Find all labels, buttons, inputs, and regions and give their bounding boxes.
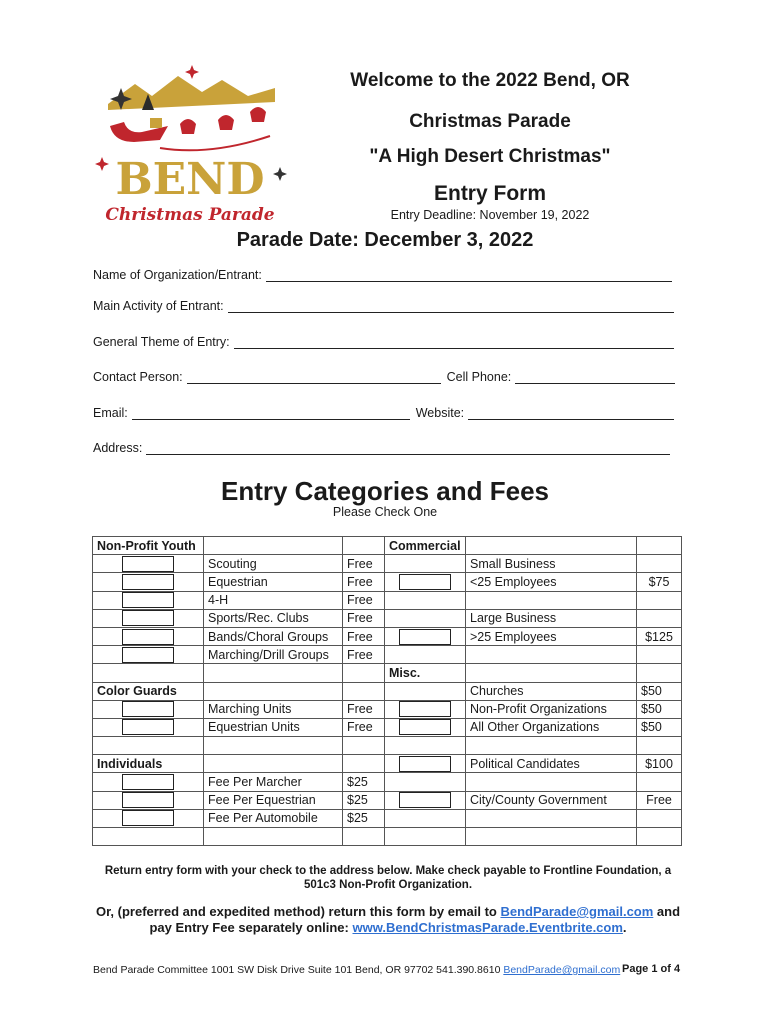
email-row <box>93 406 674 420</box>
table-row: Fee Per Automobile $25 <box>93 809 682 827</box>
website-label: Website: <box>415 406 465 420</box>
contact-person-label: Contact Person: <box>93 370 183 384</box>
table-row: Individuals Political Candidates $100 <box>93 755 682 773</box>
email-field[interactable] <box>132 408 410 420</box>
table-row: 4-H Free <box>93 591 682 609</box>
checkbox-city-county-gov[interactable] <box>399 792 451 808</box>
checkbox-small-business[interactable] <box>399 574 451 590</box>
checkbox-nonprofit-orgs[interactable] <box>399 719 451 735</box>
title-entry-form: Entry Form <box>433 182 546 205</box>
checkbox-political-candidates[interactable] <box>399 756 451 772</box>
header-color-guards: Color Guards <box>93 682 204 700</box>
checkbox-equestrian-units[interactable] <box>122 719 174 735</box>
gift-icon <box>150 118 162 128</box>
contact-row <box>93 370 675 384</box>
table-row: Marching Units Free Non-Profit Organizations $50 <box>93 700 682 718</box>
checkbox-fee-per-marcher[interactable] <box>122 774 174 790</box>
table-row <box>93 828 682 846</box>
checkbox-marching-units[interactable] <box>122 701 174 717</box>
svg-text:BEND: BEND <box>115 154 265 205</box>
checkbox-churches[interactable] <box>399 701 451 717</box>
return-instructions: Return entry form with your check to the address below. Make check payable to Frontline Foundation, a 501c3 Non-Profit Organization. <box>104 865 672 891</box>
bend-christmas-parade-logo <box>90 62 290 232</box>
main-activity-field[interactable] <box>228 301 674 313</box>
table-row: Fee Per Marcher $25 <box>93 773 682 791</box>
title-theme: "A High Desert Christmas" <box>369 146 611 167</box>
table-row: Color Guards Churches $50 <box>93 682 682 700</box>
table-row <box>93 737 682 755</box>
cell-phone-field[interactable] <box>515 372 675 384</box>
header-misc: Misc. <box>385 664 466 682</box>
footer-email-link[interactable]: BendParade@gmail.com <box>503 964 621 976</box>
contact-person-field[interactable] <box>187 372 441 384</box>
org-name-label: Name of Organization/Entrant: <box>93 268 262 282</box>
page-number: Page 1 of 4 <box>622 963 681 975</box>
svg-text:Christmas Parade: Christmas Parade <box>105 205 275 225</box>
table-row: Sports/Rec. Clubs Free Large Business <box>93 609 682 627</box>
checkbox-sports-rec[interactable] <box>122 610 174 626</box>
sparkle-icon <box>273 167 287 181</box>
org-name-row <box>93 268 672 282</box>
checkbox-scouting[interactable] <box>122 556 174 572</box>
org-name-field[interactable] <box>266 270 672 282</box>
table-row <box>93 537 682 555</box>
email-label: Email: <box>93 406 128 420</box>
title-parade: Christmas Parade <box>409 111 571 132</box>
categories-subtitle: Please Check One <box>332 505 438 519</box>
main-activity-label: Main Activity of Entrant: <box>93 299 224 313</box>
checkbox-equestrian[interactable] <box>122 574 174 590</box>
table-row: Equestrian Units Free All Other Organizations $50 <box>93 718 682 736</box>
table-row: Equestrian Free <25 Employees $75 <box>93 573 682 591</box>
table-row: Fee Per Equestrian $25 City/County Government Free <box>93 791 682 809</box>
table-row: Scouting Free Small Business <box>93 555 682 573</box>
eventbrite-link[interactable]: www.BendChristmasParade.Eventbrite.com <box>352 920 623 935</box>
theme-row <box>93 335 674 349</box>
reindeer-shape <box>180 107 266 134</box>
header-nonprofit-youth: Non-Profit Youth <box>93 537 204 555</box>
parade-date: Parade Date: December 3, 2022 <box>236 229 534 251</box>
table-row <box>93 664 682 682</box>
checkbox-fee-per-equestrian[interactable] <box>122 792 174 808</box>
footer-address: Bend Parade Committee 1001 SW Disk Drive Suite 101 Bend, OR 97702 541.390.8610 BendParade@gmail.com <box>93 964 621 976</box>
theme-field[interactable] <box>234 337 674 349</box>
preferred-method: Or, (preferred and expedited method) return this form by email to BendParade@gmail.com and pay Entry Fee separately online: www.BendChristmasParade.Eventbrite.com. <box>95 904 681 935</box>
table-row: Marching/Drill Groups Free <box>93 646 682 664</box>
categories-title: Entry Categories and Fees <box>221 476 549 506</box>
entry-deadline: Entry Deadline: November 19, 2022 <box>390 208 590 222</box>
checkbox-fee-per-automobile[interactable] <box>122 810 174 826</box>
mountains-shape <box>108 76 275 110</box>
email-link[interactable]: BendParade@gmail.com <box>500 904 654 919</box>
checkbox-large-business[interactable] <box>399 629 451 645</box>
table-row: Bands/Choral Groups Free >25 Employees $125 <box>93 627 682 645</box>
checkbox-marching-drill[interactable] <box>122 647 174 663</box>
checkbox-4h[interactable] <box>122 592 174 608</box>
entry-categories-table <box>92 536 682 846</box>
website-field[interactable] <box>468 408 674 420</box>
address-field[interactable] <box>146 443 670 455</box>
sparkle-icon <box>95 157 109 171</box>
cell-phone-label: Cell Phone: <box>446 370 512 384</box>
checkbox-bands-choral[interactable] <box>122 629 174 645</box>
theme-label: General Theme of Entry: <box>93 335 230 349</box>
header-commercial: Commercial <box>385 537 466 555</box>
sparkle-icon <box>185 65 199 79</box>
header-individuals: Individuals <box>93 755 204 773</box>
address-row <box>93 441 670 455</box>
address-label: Address: <box>93 441 143 455</box>
title-welcome: Welcome to the 2022 Bend, OR <box>350 70 630 91</box>
main-activity-row <box>93 299 674 313</box>
